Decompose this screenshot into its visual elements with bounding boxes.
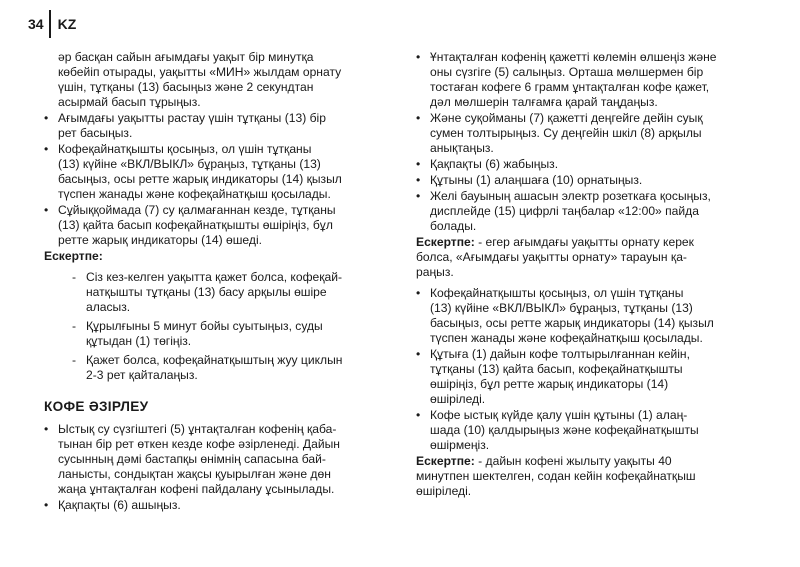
intro-paragraph — [44, 50, 388, 110]
list-item — [416, 189, 756, 234]
text-line: оны сүзгіге (5) салыңыз. Орташа мөлшермен бір — [430, 65, 704, 79]
text-line: тостаған кофеге 6 грамм ұнтақталған кофе қажет, — [430, 80, 710, 94]
note-label: Ескертпе: — [416, 235, 475, 249]
text-line: аласыз. — [86, 300, 131, 314]
bullet-list — [44, 422, 388, 513]
bullet-list — [416, 286, 756, 453]
text-line: басыңыз, осы ретте жарық индикаторы (14) қызыл — [58, 172, 342, 186]
text-line: асырмай басып тұрыңыз. — [58, 95, 201, 109]
text-line: шада (10) қалдырыңыз және кофеқайнатқышты — [430, 423, 699, 437]
left-column — [44, 50, 388, 514]
text-line: Қажет болса, кофеқайнатқыштың жуу циклын — [86, 353, 343, 367]
note-block — [416, 235, 756, 280]
text-line: Қақпақты (6) жабыңыз. — [430, 157, 559, 171]
note-label: Ескертпе: — [416, 454, 475, 468]
text-line: Кофеқайнатқышты қосыңыз, ол үшін тұтқаны — [430, 286, 684, 300]
section-title: КОФЕ ӘЗІРЛЕУ — [44, 399, 149, 414]
list-item — [416, 408, 756, 453]
list-item — [72, 353, 388, 383]
text-line: үшін, тұтқаны (13) басыңыз және 2 секундтан — [58, 80, 314, 94]
note-block — [416, 454, 756, 499]
list-item — [44, 111, 388, 141]
header-divider — [49, 10, 51, 38]
right-column — [416, 50, 756, 505]
list-item — [44, 498, 388, 513]
text-line: 2-3 рет қайталаңыз. — [86, 368, 198, 382]
text-line: басыңыз, осы ретте жарық индикаторы (14) қызыл — [430, 316, 714, 330]
text-line: анықтаңыз. — [430, 141, 494, 155]
text-line: Кофеқайнатқышты қосыңыз, ол үшін тұтқаны — [58, 142, 312, 156]
text-line: Ыстық су сүзгіштегі (5) ұнтақталған кофенің қаба- — [58, 422, 337, 436]
note-label: Ескертпе: — [44, 249, 103, 263]
text-line: (13) күйіне «ВКЛ/ВЫКЛ» бұраңыз, тұтқаны (13) — [58, 157, 321, 171]
text-line: өшіріңіз, бұл ретте жарық индикаторы (14) — [430, 377, 669, 391]
text-line: Құрылғыны 5 минут бойы суытыңыз, суды — [86, 319, 323, 333]
text-line: - дайын кофені жылыту уақыты 40 — [478, 454, 672, 468]
text-line: тұтқаны (13) қайта басып, кофеқайнатқышты — [430, 362, 683, 376]
text-line: (13) күйіне «ВКЛ/ВЫКЛ» бұраңыз, тұтқаны (13) — [430, 301, 693, 315]
text-line: рет басыңыз. — [58, 126, 133, 140]
text-line: көбейіп отырады, уақытты «МИН» жылдам орнату — [58, 65, 342, 79]
text-line: Құтыға (1) дайын кофе толтырылғаннан кейін, — [430, 347, 690, 361]
text-line: Құтыны (1) алаңшаға (10) орнатыңыз. — [430, 173, 643, 187]
list-item — [416, 347, 756, 407]
list-item — [416, 173, 756, 188]
text-line: жаңа ұнтақталған кофені пайдалану ұсынылады. — [58, 482, 335, 496]
list-item — [416, 111, 756, 156]
text-line: Және суқойманы (7) қажетті деңгейге дейін суық — [430, 111, 703, 125]
list-item — [416, 50, 756, 110]
text-line: сумен толтырыңыз. Су деңгейін шкіл (8) арқылы — [430, 126, 702, 140]
text-line: өшіріледі. — [430, 392, 486, 406]
text-line: құтыдан (1) төгіңіз. — [86, 334, 192, 348]
text-line: Ағымдағы уақытты растау үшін тұтқаны (13) бір — [58, 111, 326, 125]
text-line: Сіз кез-келген уақытта қажет болса, кофеқай- — [86, 270, 343, 284]
list-item — [44, 142, 388, 202]
text-line: сусынның дәмі бастапқы өнімнің сапасына бай- — [58, 452, 326, 466]
list-item — [72, 319, 388, 349]
text-line: Қақпақты (6) ашыңыз. — [58, 498, 181, 512]
text-line: түспен жанады және кофеқайнатқыш қосылады. — [430, 331, 703, 345]
text-line: дисплейде (15) цифрлі таңбалар «12:00» пайда — [430, 204, 699, 218]
list-item — [44, 203, 388, 248]
text-line: дәл мөлшерін талғамға қарай таңдаңыз. — [430, 95, 658, 109]
text-line: Сұйыққоймада (7) су қалмағаннан кезде, тұтқаны — [58, 203, 336, 217]
dash-list — [44, 270, 388, 383]
text-line: ретте жарық индикаторы (14) өшеді. — [58, 233, 262, 247]
page-number: 34 — [28, 16, 44, 32]
text-line: Кофе ыстық күйде қалу үшін құтыны (1) алаң- — [430, 408, 688, 422]
text-line: - егер ағымдағы уақытты орнату керек — [478, 235, 694, 249]
text-line: раңыз. — [416, 265, 454, 279]
text-line: натқышты тұтқаны (13) басу арқылы өшіре — [86, 285, 327, 299]
text-line: өшірмеңіз. — [430, 438, 490, 452]
text-line: Желі бауының ашасын электр розеткаға қосыңыз, — [430, 189, 711, 203]
text-line: минутпен шектелген, содан кейін кофеқайнатқыш — [416, 469, 696, 483]
bullet-list — [44, 111, 388, 248]
text-line: әр басқан сайын ағымдағы уақыт бір минутқа — [58, 50, 314, 64]
list-item — [416, 157, 756, 172]
text-line: (13) қайта басып кофеқайнатқышты өшіріңіз, бұл — [58, 218, 333, 232]
text-line: болады. — [430, 219, 477, 233]
list-item — [416, 286, 756, 346]
text-line: ланысты, сондықтан жақсы қуырылған және дөн — [58, 467, 331, 481]
list-item — [72, 270, 388, 315]
text-line: өшіріледі. — [416, 484, 472, 498]
text-line: болса, «Ағымдағы уақытты орнату» тарауын қа- — [416, 250, 687, 264]
list-item — [44, 422, 388, 497]
bullet-list — [416, 50, 756, 234]
text-line: тынан бір рет өткен кезде кофе әзірленеді. Дайын — [58, 437, 340, 451]
text-line: түспен жанады және кофеқайнатқыш қосылады. — [58, 187, 331, 201]
language-code: KZ — [57, 16, 77, 32]
page-header — [28, 10, 76, 38]
text-line: Ұнтақталған кофенің қажетті көлемін өлшеңіз және — [430, 50, 717, 64]
